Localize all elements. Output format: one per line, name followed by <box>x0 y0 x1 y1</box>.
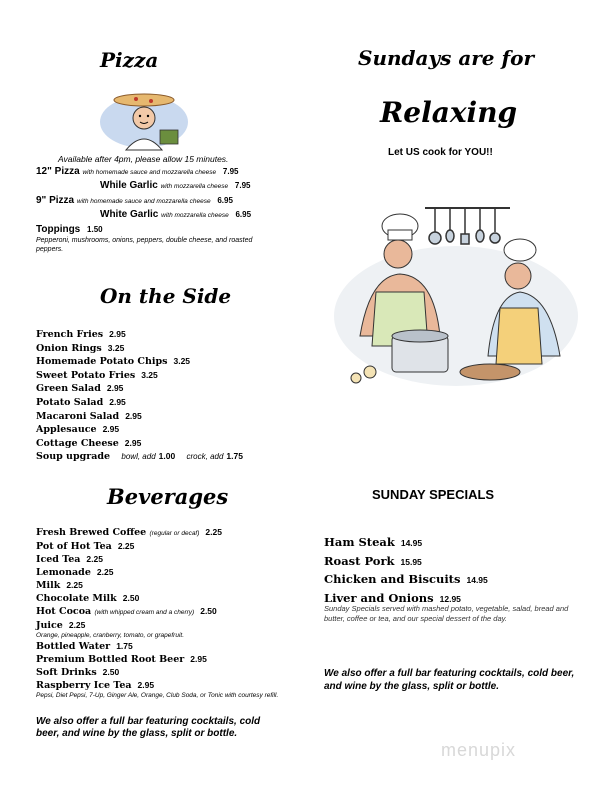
list-item: Fresh Brewed Coffee (regular or decaf) 2.25 <box>36 527 222 538</box>
list-item: Potato Salad 2.95 <box>36 396 126 408</box>
soft-drinks-note: Pepsi, Diet Pepsi, 7-Up, Ginger Ale, Orange, Club Soda, or Tonic with courtesy refill. <box>36 692 279 699</box>
list-item: Cottage Cheese 2.95 <box>36 437 142 449</box>
specials-title: SUNDAY SPECIALS <box>372 487 495 502</box>
list-item: Iced Tea 2.25 <box>36 554 103 565</box>
list-item: Hot Cocoa (with whipped cream and a cherry) 2.50 <box>36 606 217 617</box>
side-list <box>36 328 296 464</box>
list-item: Pot of Hot Tea 2.25 <box>36 541 135 552</box>
toppings-note: Pepperoni, mushrooms, onions, peppers, double cheese, and roasted peppers. <box>36 237 253 253</box>
bar-note-right: We also offer a full bar featuring cocktails, cold beer, and wine by the glass, split or bottle. <box>324 668 575 692</box>
beverages-title: Beverages <box>107 484 229 509</box>
pizza-chef-illustration <box>96 80 192 152</box>
sundays-heading: Sundays are for <box>358 46 534 70</box>
list-item: French Fries 2.95 <box>36 329 126 340</box>
pizza-item: Toppings 1.50 <box>36 224 103 235</box>
bar-note-left: We also offer a full bar featuring cocktails, cold beer, and wine by the glass, split or bottle. <box>36 716 261 739</box>
list-item: Applesauce 2.95 <box>36 424 120 436</box>
pizza-item: 9" Pizza with homemade sauce and mozzarella cheese 6.95 <box>36 195 233 206</box>
tagline: Let US cook for YOU!! <box>388 147 493 158</box>
pizza-item: White Garlic with mozzarella cheese 6.95 <box>100 209 252 220</box>
beverage-list <box>36 526 298 700</box>
list-item: Homemade Potato Chips 3.25 <box>36 356 191 368</box>
list-item: Roast Pork 15.95 <box>324 553 422 568</box>
specials-note: Sunday Specials served with mashed potato, vegetable, salad, bread and butter, coffee or tea, and our special dessert of the day. <box>324 604 569 623</box>
specials-list <box>324 534 488 608</box>
list-item: Raspberry Ice Tea 2.95 <box>36 680 155 691</box>
list-item: Sweet Potato Fries 3.25 <box>36 369 158 381</box>
side-title: On the Side <box>100 284 232 308</box>
pizza-item: 12" Pizza with homemade sauce and mozzarella cheese 7.95 <box>36 166 239 177</box>
list-item: Milk 2.25 <box>36 580 83 591</box>
list-item: Chocolate Milk 2.50 <box>36 593 140 604</box>
list-item: Liver and Onions 12.95 <box>324 590 461 605</box>
list-item: Soft Drinks 2.50 <box>36 667 120 678</box>
list-item: Premium Bottled Root Beer 2.95 <box>36 654 207 665</box>
pizza-availability: Available after 4pm, please allow 15 minutes. <box>58 154 229 164</box>
pizza-title: Pizza <box>100 48 159 72</box>
soup-upgrade: Soup upgrade bowl, add 1.00 crock, add 1.75 <box>36 451 243 463</box>
juice-note: Orange, pineapple, cranberry, tomato, or grapefruit. <box>36 632 185 639</box>
list-item: Onion Rings 3.25 <box>36 342 125 354</box>
list-item: Ham Steak 14.95 <box>324 535 423 549</box>
list-item: Lemonade 2.25 <box>36 567 114 578</box>
pizza-item: While Garlic with mozzarella cheese 7.95 <box>100 180 251 191</box>
relaxing-headline: Relaxing <box>380 96 518 129</box>
two-chefs-cooking-illustration <box>330 196 582 392</box>
list-item: Juice 2.25 <box>36 620 86 631</box>
list-item: Bottled Water 1.75 <box>36 641 133 652</box>
list-item: Macaroni Salad 2.95 <box>36 410 142 422</box>
watermark: menupix <box>441 740 517 760</box>
list-item: Green Salad 2.95 <box>36 383 124 395</box>
list-item: Chicken and Biscuits 14.95 <box>324 572 488 586</box>
